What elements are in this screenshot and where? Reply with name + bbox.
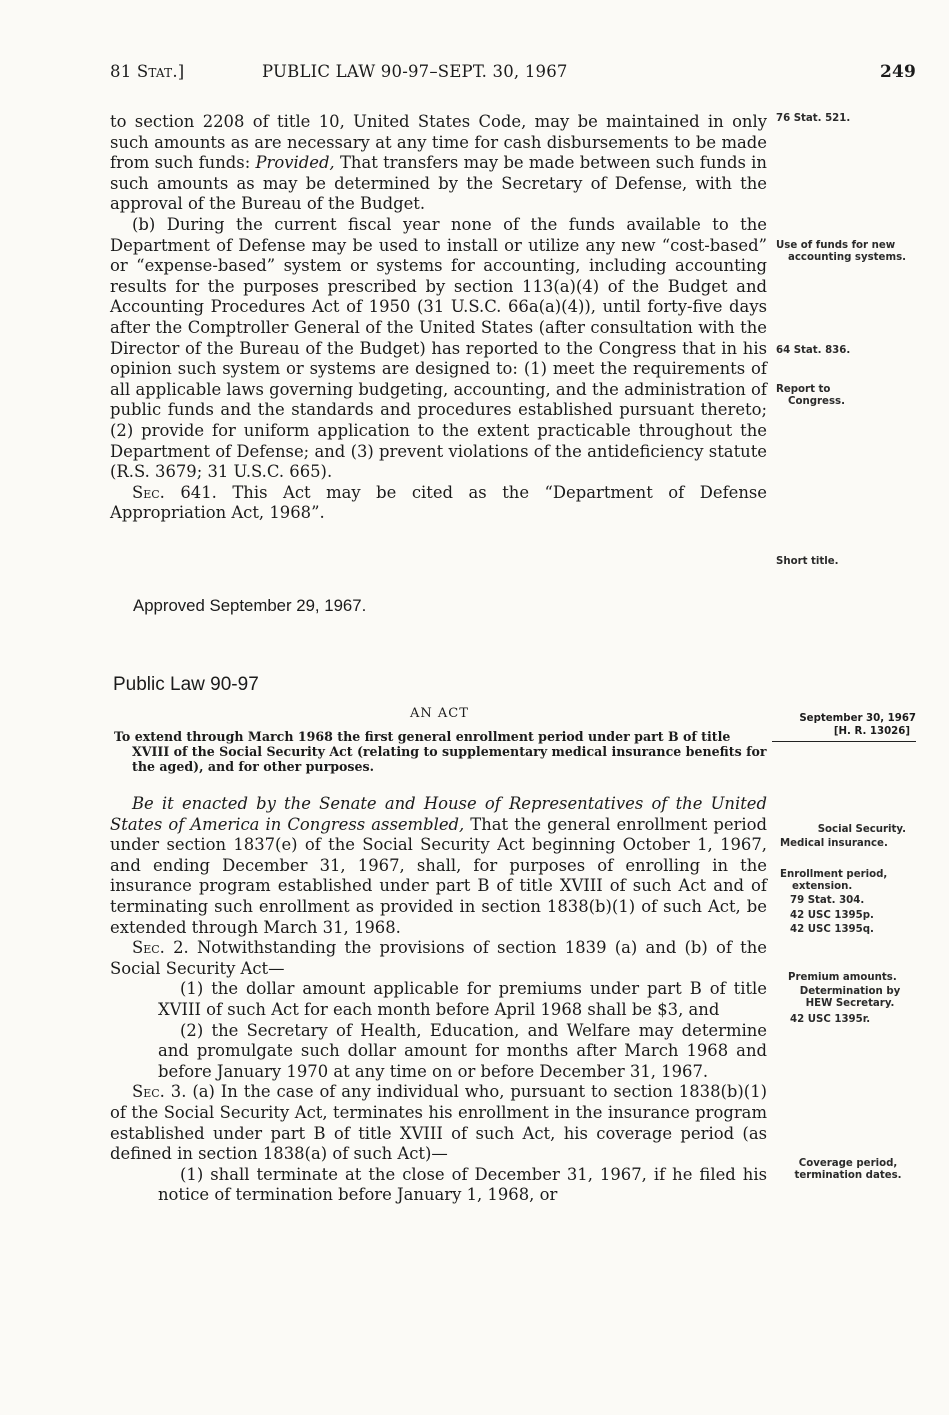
sec-3-label: Sec. 3. bbox=[132, 1082, 187, 1102]
sec-2-text: Notwithstanding the provisions of section 1839 (a) and (b) of the Social Security Act— bbox=[110, 938, 767, 978]
margin-note-report: Report to Congress. bbox=[776, 384, 845, 407]
margin-note-determination: Determination by HEW Secretary. bbox=[799, 986, 901, 1009]
margin-note-76-stat: 76 Stat. 521. bbox=[776, 113, 851, 124]
margin-note-coverage-period: Coverage period, termination dates. bbox=[794, 1158, 902, 1181]
an-act-heading: AN ACT bbox=[410, 706, 469, 721]
section-641 bbox=[110, 483, 767, 524]
sec-2-label: Sec. 2. bbox=[132, 938, 189, 958]
margin-note-79-stat: 79 Stat. 304. bbox=[790, 895, 865, 906]
approved-date: Approved September 29, 1967. bbox=[133, 596, 367, 615]
para1-text-a: to section 2208 of title 10, United States Code, may be maintained in only such amounts as are necessary at any time for cash disbursements to be made from such funds: bbox=[110, 112, 767, 173]
para1-text-b: That transfers may be made between such funds in such amounts as may be determined by the Secretary of Defense, with the approval of the Bureau of the Budget. bbox=[110, 153, 767, 214]
stat-label: Stat. bbox=[136, 62, 178, 81]
margin-note-42usc-1395p: 42 USC 1395p. bbox=[790, 910, 874, 921]
header-volume bbox=[110, 62, 184, 81]
margin-note-premium-amounts: Premium amounts. bbox=[788, 972, 897, 983]
stat-bracket: ] bbox=[177, 62, 185, 81]
margin-note-enrollment-period: Enrollment period, extension. bbox=[780, 869, 888, 892]
paragraph-b: (b) During the current fiscal year none of the funds available to the Department of Defense may be used to install or utilize any new “cost-based” or “expense-based” system or systems for accounting, including accounting results for the purposes prescribed by section 113(a)(4) of the Budget and Accounting Procedures Act of 1950 (31 U.S.C. 66a(a)(4)), until forty-five days after the Comptroller General of the United States (after consultation with the Director of the Bureau of the Budget) has reported to the Congress that in his opinion such system or systems are designed to: (1) meet the requirements of all applicable laws governing budgeting, accounting, and the administration of public funds and the standards and procedures established pursuant thereto; (2) provide for uniform application to the extent practicable throughout the Department of Defense; and (3) prevent violations of the antideficiency statute (R.S. 3679; 31 U.S.C. 665). bbox=[110, 214, 767, 482]
margin-note-short-title: Short title. bbox=[776, 556, 839, 567]
act-purpose bbox=[114, 729, 769, 774]
page-number: 249 bbox=[880, 62, 917, 82]
date-note: September 30, 1967 bbox=[799, 713, 916, 724]
enacting-italic: Be it enacted by the Senate and House of Representatives of the United States of America in Congress assembled, bbox=[110, 794, 767, 834]
volume-number: 81 bbox=[110, 62, 132, 81]
sec-3-text: (a) In the case of any individual who, pursuant to section 1838(b)(1) of the Social Security Act, terminates his enrollment in the insurance program established under part B of title XVIII of such Act, his coverage period (as defined in section 1838(a) of such Act)— bbox=[110, 1082, 768, 1164]
sec-2-item-1: (1) the dollar amount applicable for premiums under part B of title XVIII of such Act for each month before April 1968 shall be $3, and bbox=[158, 979, 767, 1019]
section-3 bbox=[110, 1082, 767, 1164]
enacting-clause bbox=[110, 794, 767, 938]
provided-italic: Provided, bbox=[255, 153, 335, 173]
header-title: PUBLIC LAW 90-97–SEPT. 30, 1967 bbox=[262, 62, 568, 81]
paragraph-continuation bbox=[110, 112, 767, 215]
sec-3-item-1: (1) shall terminate at the close of December 31, 1967, if he filed his notice of termination before January 1, 1968, or bbox=[158, 1164, 767, 1205]
margin-note-64-stat: 64 Stat. 836. bbox=[776, 345, 851, 356]
sec-641-text: This Act may be cited as the “Department of Defense Appropriation Act, 1968”. bbox=[110, 482, 768, 523]
public-law-title: Public Law 90-97 bbox=[113, 674, 259, 695]
sec-641-label: Sec. 641. bbox=[132, 482, 217, 502]
margin-note-medical-insurance: Medical insurance. bbox=[780, 838, 888, 849]
margin-note-42usc-1395q: 42 USC 1395q. bbox=[790, 924, 874, 935]
enacting-text: That the general enrollment period under section 1837(e) of the Social Security Act beginning October 1, 1967, and ending December 31, 1967, shall, for purposes of enrolling in the insurance program established under part B of title XVIII of such Act and of terminating such enrollment as provided in section 1838(b)(1) of such Act, be extended through March 31, 1968. bbox=[110, 814, 767, 937]
sec-2-item-2: (2) the Secretary of Health, Education, and Welfare may determine and promulgate such dollar amount for months after March 1968 and before January 1970 at any time on or before December 31, 1967. bbox=[158, 1020, 767, 1081]
margin-note-use-of-funds: Use of funds for new accounting systems. bbox=[776, 240, 907, 263]
main-text-bottom bbox=[110, 794, 767, 1206]
margin-note-social-security: Social Security. bbox=[817, 824, 906, 835]
purpose-text: To extend through March 1968 the first general enrollment period under part B of title XVIII of the Social Security Act (relating to supplementary medical insurance benefits for the aged), and for other purposes. bbox=[114, 729, 767, 774]
main-text-top bbox=[110, 112, 767, 524]
bill-number-note: [H. R. 13026] bbox=[833, 726, 910, 737]
date-note-block bbox=[776, 712, 916, 738]
section-2 bbox=[110, 938, 767, 979]
margin-rule bbox=[772, 741, 916, 742]
margin-note-42usc-1395r: 42 USC 1395r. bbox=[790, 1014, 871, 1025]
